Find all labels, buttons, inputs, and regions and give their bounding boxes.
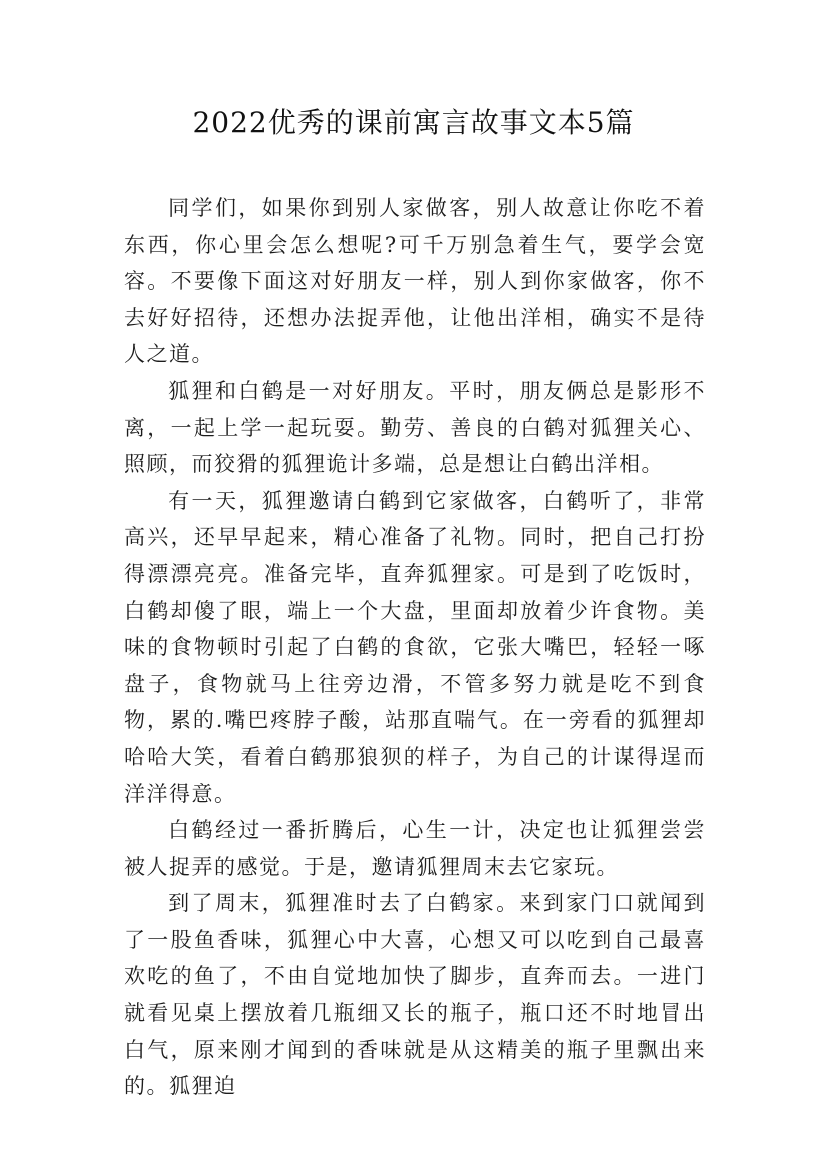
paragraph-plan: 白鹤经过一番折腾后，心生一计，决定也让狐狸尝尝被人捉弄的感觉。于是，邀请狐狸周末去它家玩。 (124, 818, 706, 879)
document-title: 2022优秀的课前寓言故事文本5篇 (192, 106, 635, 139)
document-body (124, 190, 706, 1105)
paragraph-intro: 同学们，如果你到别人家做客，别人故意让你吃不着东西，你心里会怎么想呢?可千万别急着生气，要学会宽容。不要像下面这对好朋友一样，别人到你家做客，你不去好好招待，还想办法捉弄他，让他出洋相，确实不是待人之道。 (124, 196, 706, 367)
paragraph-invitation: 有一天，狐狸邀请白鹤到它家做客，白鹤听了，非常高兴，还早早起来，精心准备了礼物。同时，把自己打扮得漂漂亮亮。准备完毕，直奔狐狸家。可是到了吃饭时，白鹤却傻了眼，端上一个大盘，里面却放着少许食物。美味的食物顿时引起了白鹤的食欲，它张大嘴巴，轻轻一啄盘子，食物就马上往旁边滑，不管多努力就是吃不到食物，累的.嘴巴疼脖子酸，站那直喘气。在一旁看的狐狸却哈哈大笑，看着白鹤那狼狈的样子，为自己的计谋得逞而洋洋得意。 (124, 488, 706, 806)
paragraph-friends: 狐狸和白鹤是一对好朋友。平时，朋友俩总是影形不离，一起上学一起玩耍。勤劳、善良的白鹤对狐狸关心、照顾，而狡猾的狐狸诡计多端，总是想让白鹤出洋相。 (124, 378, 706, 477)
paragraph-weekend: 到了周末，狐狸准时去了白鹤家。来到家门口就闻到了一股鱼香味，狐狸心中大喜，心想又可以吃到自己最喜欢吃的鱼了，不由自觉地加快了脚步，直奔而去。一进门就看见桌上摆放着几瓶细又长的瓶子，瓶口还不时地冒出白气，原来刚才闻到的香味就是从这精美的瓶子里飘出来的。狐狸迫 (124, 891, 706, 1099)
